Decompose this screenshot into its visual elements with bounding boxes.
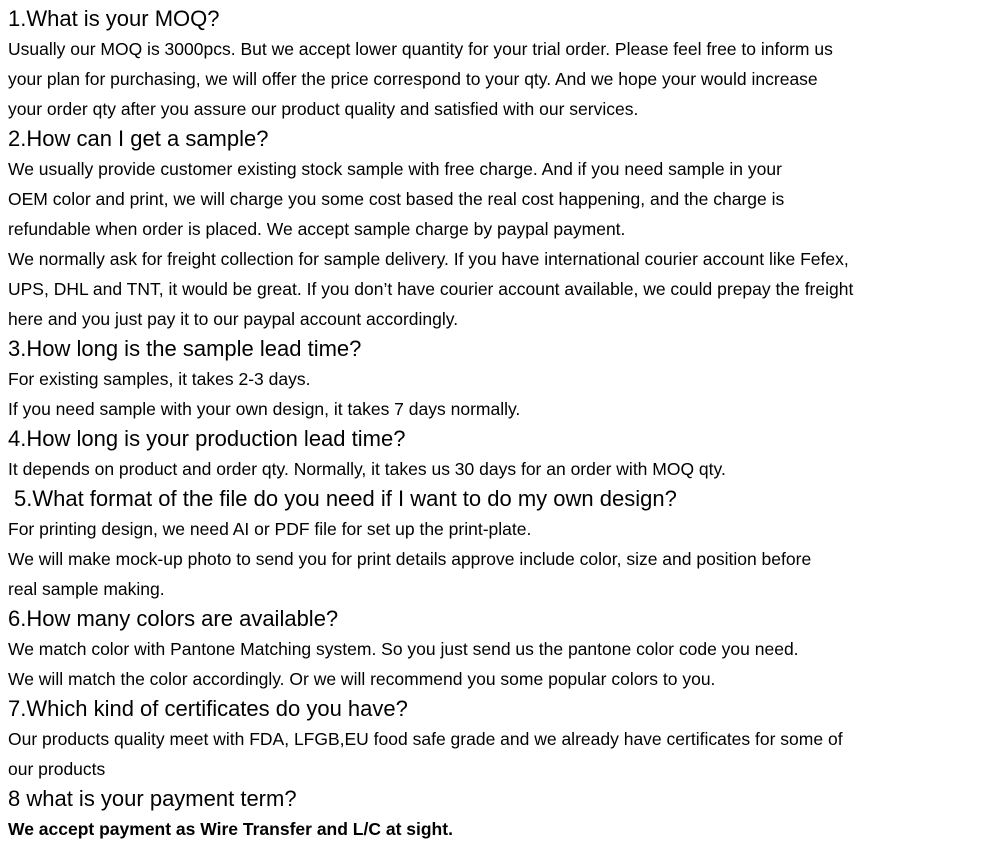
faq-question: 6.How many colors are available? (8, 606, 339, 631)
faq-question: 2.How can I get a sample? (8, 126, 269, 151)
faq-item-sample (8, 124, 1000, 334)
faq-answer-line: your plan for purchasing, we will offer the price correspond to your qty. And we hope your would increase (8, 69, 818, 89)
faq-answer-line: UPS, DHL and TNT, it would be great. If you don’t have courier account available, we could prepay the freight (8, 279, 854, 299)
faq-answer-line: OEM color and print, we will charge you some cost based the real cost happening, and the charge is (8, 189, 785, 209)
faq-question: 3.How long is the sample lead time? (8, 336, 362, 361)
faq-question: 8 what is your payment term? (8, 786, 297, 811)
faq-answer-line: It depends on product and order qty. Normally, it takes us 30 days for an order with MOQ qty. (8, 459, 726, 479)
faq-answer-line: Usually our MOQ is 3000pcs. But we accept lower quantity for your trial order. Please feel free to inform us (8, 39, 833, 59)
faq-answer-line: We will match the color accordingly. Or we will recommend you some popular colors to you. (8, 669, 716, 689)
faq-question: 4.How long is your production lead time? (8, 426, 406, 451)
faq-item-colors (8, 604, 1000, 694)
faq-answer-line: our products (8, 759, 106, 779)
faq-item-file-format (8, 484, 1000, 604)
faq-item-sample-lead-time (8, 334, 1000, 424)
faq-question: 1.What is your MOQ? (8, 6, 220, 31)
faq-item-certificates (8, 694, 1000, 784)
faq-item-production-lead-time (8, 424, 1000, 484)
faq-answer-line: here and you just pay it to our paypal account accordingly. (8, 309, 459, 329)
faq-question: 5.What format of the file do you need if I want to do my own design? (14, 486, 677, 511)
faq-answer-line: If you need sample with your own design, it takes 7 days normally. (8, 399, 521, 419)
faq-answer-line: We match color with Pantone Matching system. So you just send us the pantone color code you need. (8, 639, 799, 659)
faq-question: 7.Which kind of certificates do you have? (8, 696, 408, 721)
faq-answer-line: For existing samples, it takes 2-3 days. (8, 369, 311, 389)
faq-answer-line: real sample making. (8, 579, 165, 599)
faq-answer-line: We will make mock-up photo to send you for print details approve include color, size and position before (8, 549, 812, 569)
faq-answer-line: For printing design, we need AI or PDF file for set up the print-plate. (8, 519, 532, 539)
faq-answer-line: your order qty after you assure our product quality and satisfied with our services. (8, 99, 639, 119)
faq-answer-line: Our products quality meet with FDA, LFGB,EU food safe grade and we already have certificates for some of (8, 729, 843, 749)
faq-answer-line: We accept payment as Wire Transfer and L/C at sight. (8, 819, 453, 839)
faq-answer-line: We usually provide customer existing stock sample with free charge. And if you need sample in your (8, 159, 782, 179)
faq-answer-line: We normally ask for freight collection for sample delivery. If you have international courier account like Fefex, (8, 249, 849, 269)
faq-answer-line: refundable when order is placed. We accept sample charge by paypal payment. (8, 219, 626, 239)
faq-item-moq (8, 4, 1000, 124)
faq-item-payment-term (8, 784, 1000, 844)
